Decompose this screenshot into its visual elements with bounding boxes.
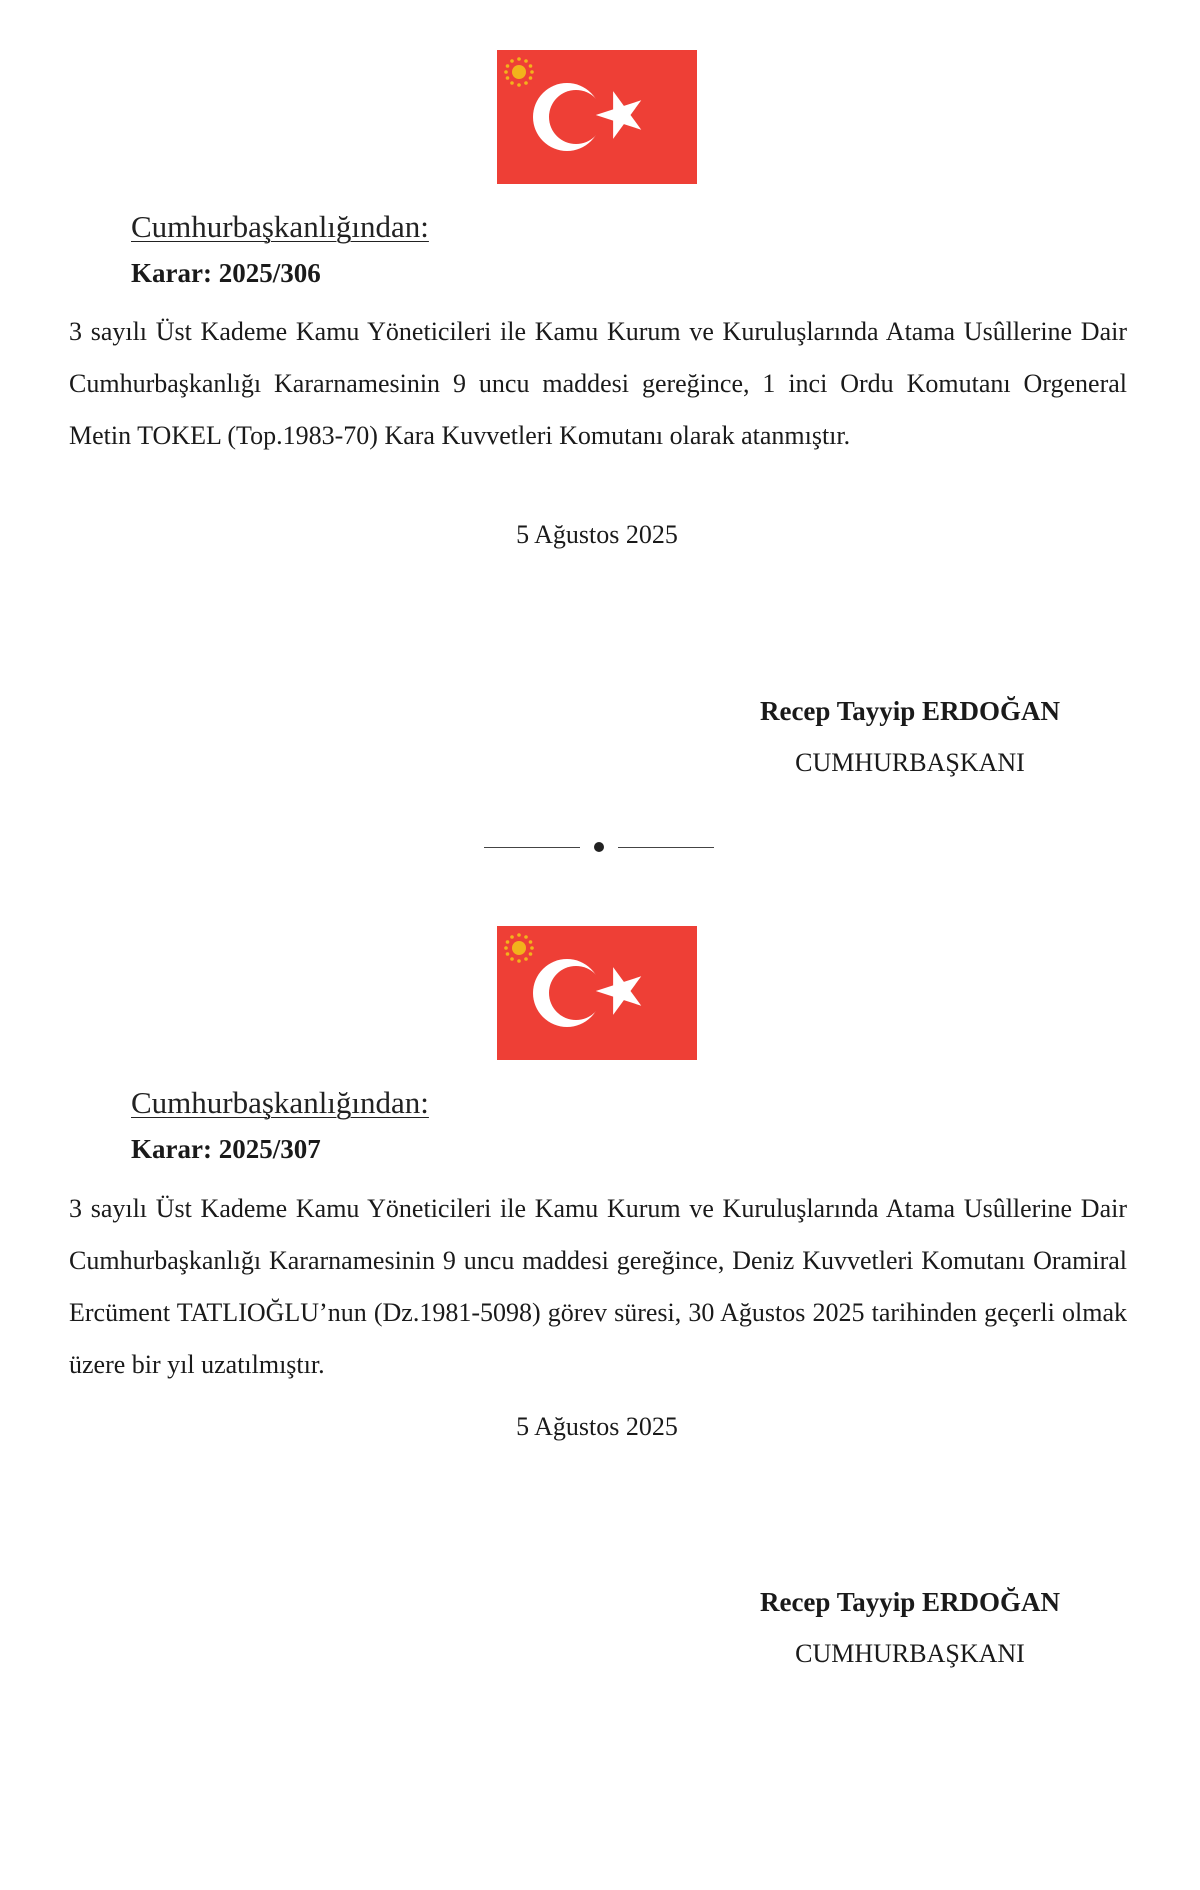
signatory-title: CUMHURBAŞKANI: [795, 1639, 1025, 1668]
signatory-title: CUMHURBAŞKANI: [795, 748, 1025, 777]
section-separator: [484, 841, 714, 853]
issuer-heading: Cumhurbaşkanlığından:: [131, 1085, 429, 1120]
signatory-name: Recep Tayyip ERDOĞAN: [759, 1587, 1061, 1617]
decree-body: 3 sayılı Üst Kademe Kamu Yöneticileri ile Kamu Kurum ve Kuruluşlarında Atama Usûllerine Dair Cumhurbaşkanlığı Kararnamesinin 9 uncu maddesi gereğince, Deniz Kuvvetleri Komutanı Oramiral Ercüment TATLIOĞLU’nun (Dz.1981-5098) görev süresi, 30 Ağustos 2025 tarihinden geçerli olmak üzere bir yıl uzatılmıştır.: [69, 1194, 1127, 1379]
signatory-name: Recep Tayyip ERDOĞAN: [759, 696, 1061, 726]
turkish-flag-icon: [497, 50, 697, 184]
separator-line-right: [618, 847, 714, 848]
decree-date: 5 Ağustos 2025: [516, 520, 678, 549]
issuer-heading: Cumhurbaşkanlığından:: [131, 209, 429, 244]
turkish-flag-icon: [497, 926, 697, 1060]
decision-number: Karar: 2025/306: [131, 258, 321, 288]
decree-body: 3 sayılı Üst Kademe Kamu Yöneticileri ile Kamu Kurum ve Kuruluşlarında Atama Usûllerine Dair Cumhurbaşkanlığı Kararnamesinin 9 uncu maddesi gereğince, 1 inci Ordu Komutanı Orgeneral Metin TOKEL (Top.1983-70) Kara Kuvvetleri Komutanı olarak atanmıştır.: [69, 317, 1127, 450]
separator-dot: [594, 842, 604, 852]
decision-number: Karar: 2025/307: [131, 1134, 321, 1164]
separator-line-left: [484, 847, 580, 848]
decree-date: 5 Ağustos 2025: [516, 1412, 678, 1441]
